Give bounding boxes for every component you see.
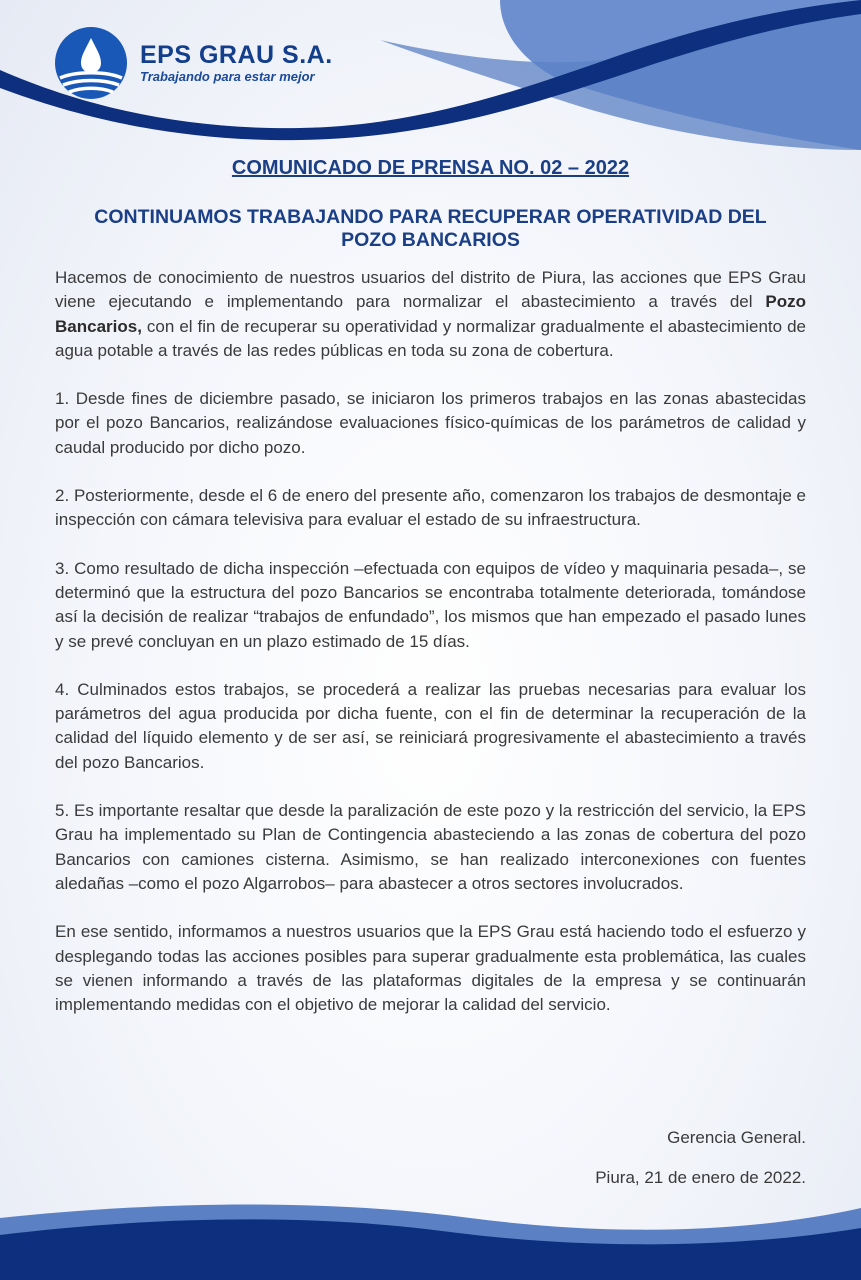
footer-wave-decoration bbox=[0, 1190, 861, 1280]
closing-paragraph: En ese sentido, informamos a nuestros usuarios que la EPS Grau está haciendo todo el esfuerzo y desplegando todas las acciones posibles para superar gradualmente esta problemática, las cuales se vienen informando a través de las plataformas digitales de la empresa y se continuarán implementando medidas con el objetivo de mejorar la calidad del servicio. bbox=[55, 922, 806, 1015]
press-release-body bbox=[55, 266, 806, 1041]
dateline: Piura, 21 de enero de 2022. bbox=[595, 1168, 806, 1187]
intro-highlight: Pozo Bancarios, bbox=[55, 292, 806, 336]
press-release-headline: CONTINUAMOS TRABAJANDO PARA RECUPERAR OPERATIVIDAD DEL POZO BANCARIOS bbox=[94, 206, 767, 251]
point-paragraph-4: 4. Culminados estos trabajos, se procederá a realizar las pruebas necesarias para evaluar los parámetros del agua producida por dicha fuente, con el fin de determinar la recuperación de la calidad del líquido elemento y de ser así, se reiniciará progresivamente el abastecimiento a través del pozo Bancarios. bbox=[55, 679, 806, 772]
intro-text-start: Hacemos de conocimiento de nuestros usuarios del distrito de Piura, las acciones que EPS Grau viene ejecutando e implementando para normalizar el abastecimiento a través del bbox=[55, 268, 806, 312]
intro-text-end: con el fin de recuperar su operatividad y normalizar gradualmente el abastecimiento de agua potable a través de las redes públicas en toda su zona de cobertura. bbox=[55, 316, 806, 360]
point-paragraph-5: 5. Es importante resaltar que desde la paralización de este pozo y la restricción del servicio, la EPS Grau ha implementado su Plan de Contingencia abasteciendo a las zonas de cobertura del pozo Bancarios con camiones cisterna. Asimismo, se han realizado interconexiones con fuentes aledañas –como el pozo Algarrobos– para abastecer a otros sectores involucrados. bbox=[55, 801, 806, 893]
signature: Gerencia General. bbox=[667, 1128, 806, 1147]
company-name: EPS GRAU S.A. bbox=[140, 41, 333, 69]
point-paragraph-2: 2. Posteriormente, desde el 6 de enero del presente año, comenzaron los trabajos de desmontaje e inspección con cámara televisiva para evaluar el estado de su infraestructura. bbox=[55, 486, 806, 530]
company-tagline: Trabajando para estar mejor bbox=[140, 69, 315, 84]
intro-paragraph bbox=[55, 266, 806, 363]
point-paragraph-1: 1. Desde fines de diciembre pasado, se iniciaron los primeros trabajos en las zonas abastecidas por el pozo Bancarios, realizándose evaluaciones físico-químicas de los parámetros de calidad y caudal producido por dicho pozo. bbox=[55, 389, 806, 457]
press-release-number: COMUNICADO DE PRENSA NO. 02 – 2022 bbox=[231, 157, 630, 179]
water-drop-logo-icon bbox=[54, 26, 128, 100]
point-paragraph-3: 3. Como resultado de dicha inspección –efectuada con equipos de vídeo y maquinaria pesada–, se determinó que la estructura del pozo Bancarios se encontraba totalmente deteriorada, tomándose así la decisión de realizar “trabajos de enfundado”, los mismos que han empezado el pasado lunes y se prevé concluyan en un plazo estimado de 15 días. bbox=[55, 558, 806, 651]
company-logo bbox=[54, 26, 333, 100]
